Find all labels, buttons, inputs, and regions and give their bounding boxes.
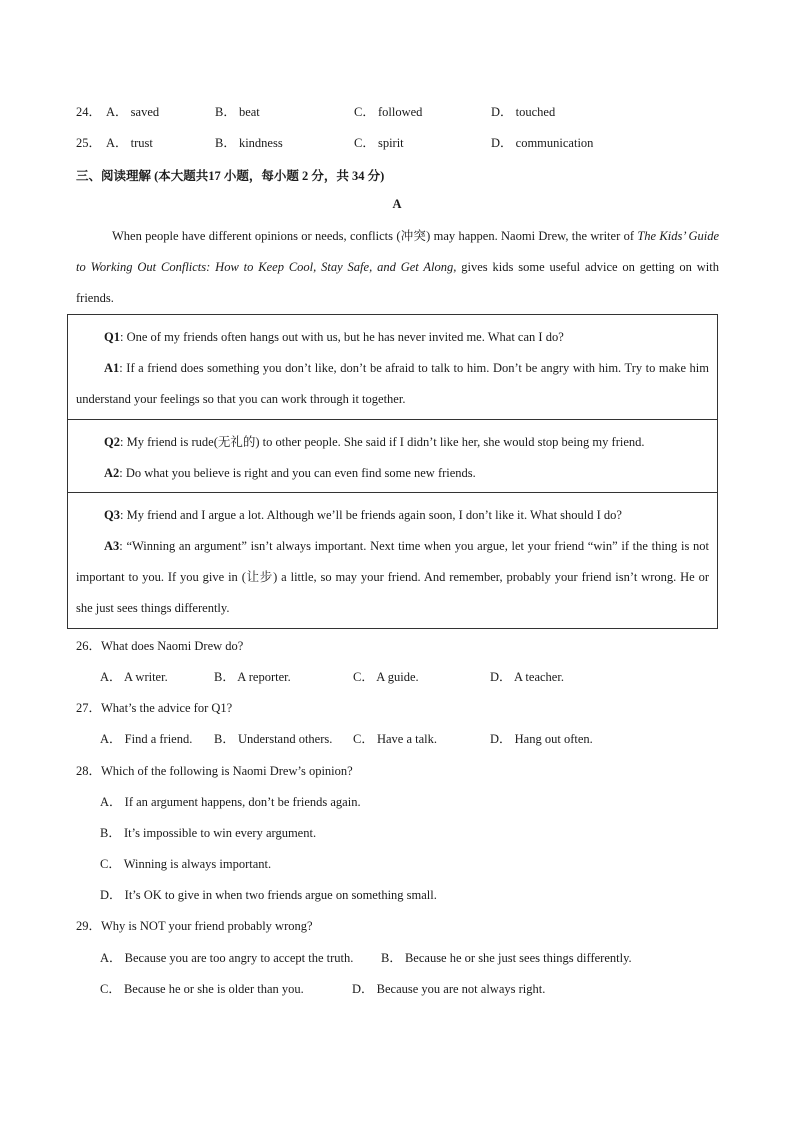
passage-label: A xyxy=(392,197,402,211)
qa-box-3 xyxy=(67,492,718,629)
q26-option-a: A． A writer. xyxy=(100,670,168,684)
q25-option-d: D． communication xyxy=(491,136,594,150)
section-heading: 三、阅读理解 (本大题共17 小题，每小题 2 分，共 34 分) xyxy=(76,169,385,183)
q26-option-d: D． A teacher. xyxy=(490,670,564,684)
question-26-stem: 26．What does Naomi Drew do? xyxy=(76,639,244,653)
q28-option-c: C． Winning is always important. xyxy=(100,857,272,871)
q29-option-a: A． Because you are too angry to accept the truth. xyxy=(100,951,354,965)
question-24-row xyxy=(76,104,101,120)
qa-a2-text: : Do what you believe is right and you can even find some new friends. xyxy=(119,466,476,480)
qa-a3-label: A3 xyxy=(104,539,120,553)
qa-q1-text: : One of my friends often hangs out with us, but he has never invited me. What can I do? xyxy=(119,330,564,344)
q26-option-b: B． A reporter. xyxy=(214,670,291,684)
qa-a2-label: A2 xyxy=(104,466,120,480)
qa-a1-label: A1 xyxy=(104,361,120,375)
q27-option-d: D． Hang out often. xyxy=(490,732,593,746)
qa-q2-text: : My friend is rude(无礼的) to other people. She said if I didn’t like her, she would stop being my friend. xyxy=(119,435,645,449)
q29-option-d: D． Because you are not always right. xyxy=(352,982,546,996)
qa-a3-text: : “Winning an argument” isn’t always important. Next time when you argue, let your friend “win” if the thing is not important to you. If you give in (让步) a little, so may your friend. And remember, probably your friend isn’t wrong. He or she just sees things differently. xyxy=(76,539,709,615)
question-25-row xyxy=(76,135,101,151)
q25-option-b: B． kindness xyxy=(215,136,283,150)
q26-option-c: C． A guide. xyxy=(353,670,419,684)
intro-text-2: , gives kids some useful xyxy=(453,260,581,274)
intro-text-1: When people have different opinions or needs, conflicts (冲突) may happen. Naomi Drew, the writer of xyxy=(112,229,634,243)
qa-q1-label: Q1 xyxy=(104,330,120,344)
intro-text-3: advice on getting on with friends. xyxy=(76,260,720,305)
q24-option-d: D． touched xyxy=(491,105,556,119)
q24-option-a: A． saved xyxy=(106,105,160,119)
qa-a1-text: : If a friend does something you don’t like, don’t be afraid to talk to him. Don’t be angry with him. Try to make him understand your feelings so that you can work through it together. xyxy=(76,361,709,406)
question-27-stem: 27．What’s the advice for Q1? xyxy=(76,701,233,715)
q27-option-a: A． Find a friend. xyxy=(100,732,193,746)
q28-option-b: B． It’s impossible to win every argument. xyxy=(100,826,317,840)
question-28-stem: 28．Which of the following is Naomi Drew’s opinion? xyxy=(76,764,353,778)
q27-option-b: B． Understand others. xyxy=(214,732,333,746)
q28-option-d: D． It’s OK to give in when two friends argue on something small. xyxy=(100,888,437,902)
qa-q3-label: Q3 xyxy=(104,508,120,522)
question-24-number: 24． xyxy=(76,105,102,119)
q25-option-c: C． spirit xyxy=(354,136,404,150)
qa-box-2 xyxy=(67,419,718,493)
intro-paragraph xyxy=(76,221,719,314)
q24-option-b: B． beat xyxy=(215,105,260,119)
q28-option-a: A． If an argument happens, don’t be friends again. xyxy=(100,795,361,809)
qa-q3-text: : My friend and I argue a lot. Although we’ll be friends again soon, I don’t like it. What should I do? xyxy=(119,508,622,522)
question-25-number: 25． xyxy=(76,136,102,150)
book-title: The Kids’ Guide to Working Out Conflicts: How to Keep Cool, Stay Safe, and Get Along xyxy=(76,229,720,274)
q29-option-b: B． Because he or she just sees things differently. xyxy=(381,951,632,965)
q29-option-c: C． Because he or she is older than you. xyxy=(100,982,304,996)
q24-option-c: C． followed xyxy=(354,105,423,119)
qa-box-1 xyxy=(67,314,718,420)
q27-option-c: C． Have a talk. xyxy=(353,732,438,746)
question-29-stem: 29．Why is NOT your friend probably wrong? xyxy=(76,919,313,933)
qa-q2-label: Q2 xyxy=(104,435,120,449)
q25-option-a: A． trust xyxy=(106,136,153,150)
